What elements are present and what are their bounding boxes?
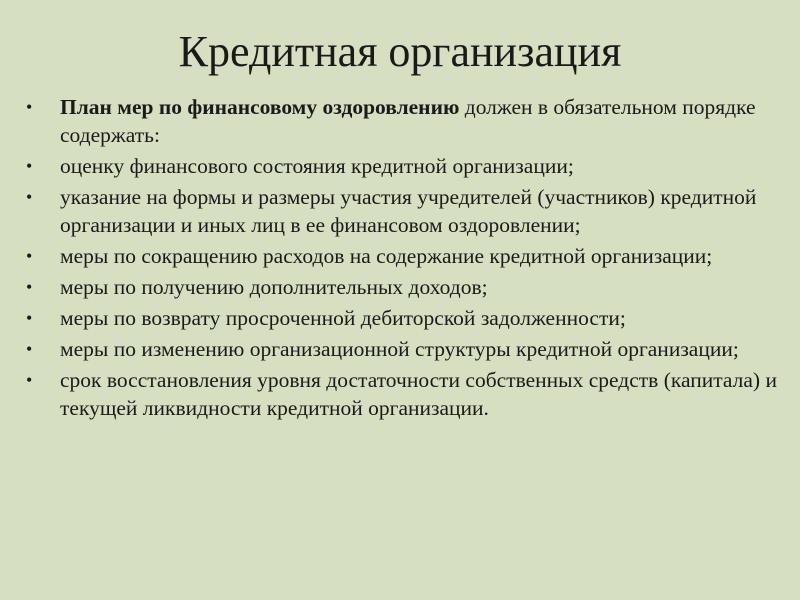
bullet-text: меры по сокращению расходов на содержание кредитной организации; [60, 244, 713, 268]
bullet-icon: • [26, 156, 33, 176]
bullet-item [22, 335, 792, 363]
bullet-icon: • [26, 187, 33, 207]
bullet-text: меры по возврату просроченной дебиторской задолженности; [60, 306, 626, 330]
bullet-icon: • [26, 246, 33, 266]
bullet-item [22, 242, 792, 270]
bullet-item [22, 304, 792, 332]
bullet-icon: • [26, 277, 33, 297]
bullet-icon: • [26, 370, 33, 390]
bullet-intro [22, 93, 792, 149]
bullet-text: указание на формы и размеры участия учредителей (участников) кредитной организации и иных лиц в ее финансовом оздоровлении; [60, 185, 757, 237]
bullet-list [22, 93, 792, 425]
bullet-text: срок восстановления уровня достаточности собственных средств (капитала) и текущей ликвидности кредитной организации. [60, 368, 777, 420]
bullet-item [22, 366, 792, 422]
bullet-text: меры по изменению организационной структуры кредитной организации; [60, 337, 739, 361]
bullet-item [22, 152, 792, 180]
intro-bold-text: План мер по финансовому оздоровлению [60, 95, 460, 119]
intro-text: должен в обязательном порядке содержать: [60, 95, 756, 147]
bullet-item [22, 183, 792, 239]
bullet-text: оценку финансового состояния кредитной организации; [60, 154, 574, 178]
bullet-item [22, 273, 792, 301]
slide-title: Кредитная организация [178, 27, 622, 76]
bullet-icon: • [26, 97, 33, 117]
bullet-icon: • [26, 308, 33, 328]
bullet-text: меры по получению дополнительных доходов; [60, 275, 488, 299]
bullet-icon: • [26, 339, 33, 359]
